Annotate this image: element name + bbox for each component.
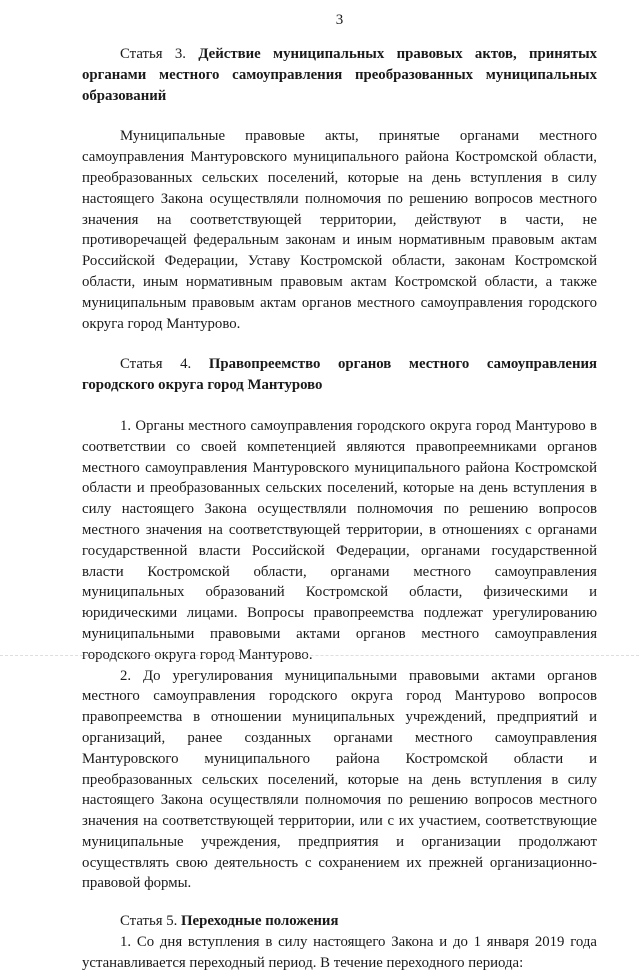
article-5-title: Переходные положения (181, 913, 339, 930)
article-5-heading (82, 911, 597, 932)
document-body (82, 44, 597, 974)
article-4-heading (82, 354, 597, 396)
article-4-paragraph-2: 2. До урегулирования муниципальными правовыми актами органов местного самоуправления городского округа город Мантурово вопросов правопреемства в отношении муниципальных учреждений, предприятий и организаций, ранее созданных органами местного самоуправления Мантуровского муниципального района Костромской области и преобразованных сельских поселений, которые на день вступления в силу настоящего Закона осуществляли полномочия по решению вопросов местного значения на соответствующей территории, или с их участием, соответствующие муниципальные учреждения, предприятия и организации продолжают осуществлять свою деятельность с сохранением их прежней организационно-правовой формы. (82, 667, 597, 892)
article-5-prefix: Статья 5. (120, 913, 178, 930)
article-3-paragraph: Муниципальные правовые акты, принятые органами местного самоуправления Мантуровского муниципального района Костромской области, преобразованных сельских поселений, которые на день вступления в силу настоящего Закона осуществляли полномочия по решению вопросов местного значения на соответствующей территории, действуют в части, не противоречащей федеральным законам и иным нормативным правовым актам Российской Федерации, Уставу Костромской области, законам Костромской области, иным нормативным правовым актам Костромской области, а также муниципальным правовым актам органов местного самоуправления городского округа город Мантурово. (82, 128, 597, 332)
scan-artifact-line (0, 655, 639, 656)
article-4-paragraph-1: 1. Органы местного самоуправления городского округа город Мантурово в соответствии со своей компетенцией являются правопреемниками органов местного самоуправления Мантуровского муниципального района Костромской области и преобразованных сельских поселений, которые на день вступления в силу настоящего Закона осуществляли полномочия по решению вопросов местного значения на соответствующей территории, в отношениях с органами государственной власти Российской Федерации, органами государственной власти Костромской области, органами местного самоуправления муниципальных образований Костромской области, физическими и юридическими лицами. Вопросы правопреемства подлежат урегулированию муниципальными правовыми актами органов местного самоуправления городского округа город Мантурово. (82, 417, 597, 663)
article-4-title: Правопреемство органов местного самоуправления городского округа город Мантурово (82, 356, 598, 394)
document-page (82, 0, 598, 971)
article-5-paragraph-1: 1. Со дня вступления в силу настоящего Закона и до 1 января 2019 года устанавливается переходный период. В течение переходного периода: (82, 934, 597, 971)
page-number: 3 (335, 12, 344, 28)
article-3-prefix: Статья 3. (120, 46, 186, 62)
article-4-prefix: Статья 4. (120, 356, 192, 373)
article-3-title: Действие муниципальных правовых актов, принятых органами местного самоуправления преобразованных муниципальных образований (82, 46, 598, 104)
article-3-heading (82, 44, 597, 106)
